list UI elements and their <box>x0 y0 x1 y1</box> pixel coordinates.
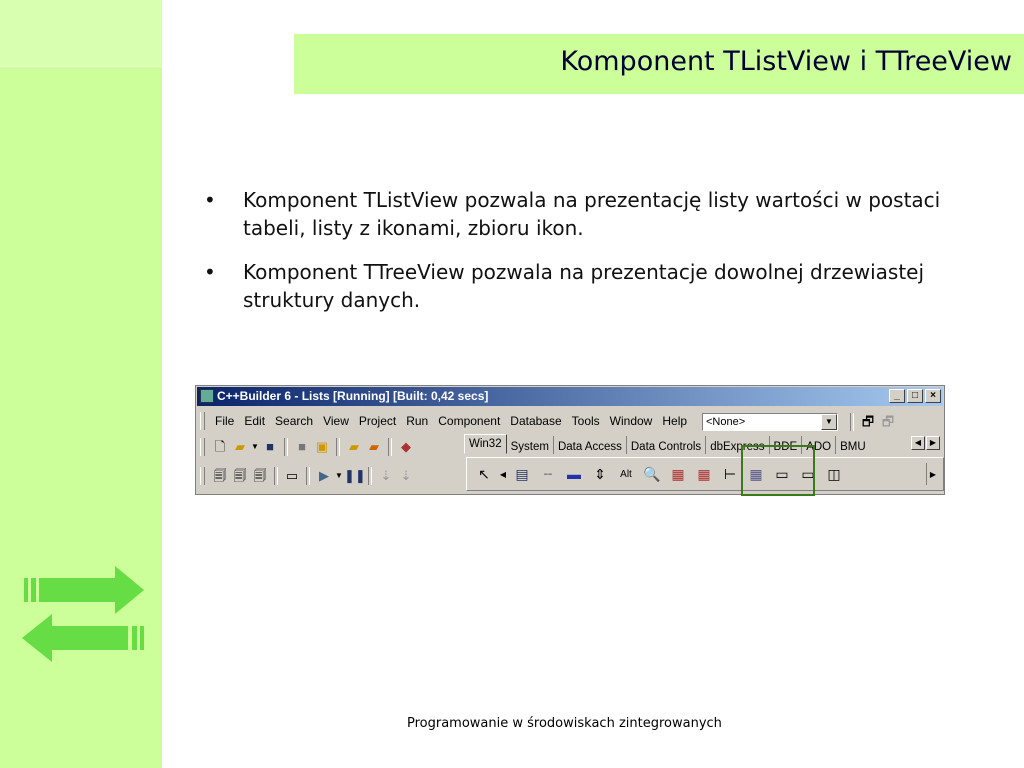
monthcalendar-icon[interactable]: ▦ <box>697 465 711 482</box>
progressbar-icon[interactable]: ▬ <box>567 466 581 482</box>
add-file-icon[interactable]: ▰ <box>349 439 359 454</box>
save-icon[interactable]: ■ <box>266 439 274 454</box>
treeview-listview-highlight <box>741 445 815 496</box>
scroll-left-icon[interactable]: ◀ <box>911 436 925 450</box>
menu-edit[interactable]: Edit <box>244 414 266 428</box>
desktop-combo[interactable] <box>702 413 838 431</box>
bullet-item <box>200 258 970 314</box>
run-icon[interactable]: ▶ <box>319 468 329 483</box>
chevron-right-icon[interactable]: ▶ <box>926 463 939 485</box>
combo-value: <None> <box>706 416 746 428</box>
bullet-text: Komponent TTreeView pozwala na prezentacje dowolnej drzewiastej struktury danych. <box>243 260 925 312</box>
bullet-list <box>200 186 970 330</box>
view-unit-icon[interactable]: 🗐 <box>213 468 227 483</box>
separator <box>368 467 372 485</box>
treeview-icon[interactable]: ⊢ <box>723 465 737 482</box>
slide-title: Komponent TListView i TTreeView <box>560 46 1012 77</box>
menu-component[interactable]: Component <box>438 414 501 428</box>
bullet-item <box>200 186 970 242</box>
chevron-down-icon[interactable]: ▼ <box>821 414 837 430</box>
open-icon[interactable]: ▰ <box>235 439 245 454</box>
separator <box>274 467 278 485</box>
toggle-icon[interactable]: 🗐 <box>253 468 267 483</box>
tab-data-controls[interactable]: Data Controls <box>627 436 706 454</box>
separator <box>850 413 854 431</box>
tab-win32[interactable]: Win32 <box>464 434 507 454</box>
menu-view[interactable]: View <box>323 414 349 428</box>
save-all-icon[interactable]: ■ <box>298 439 306 454</box>
menu-database[interactable]: Database <box>510 414 562 428</box>
save-desktop-icon[interactable]: 🗗 <box>861 414 875 429</box>
chevron-down-icon[interactable]: ▼ <box>251 442 259 451</box>
animate-icon[interactable]: 🔍 <box>643 465 661 482</box>
bullet-glyph: • <box>204 188 216 212</box>
sidebar-header-band <box>0 0 162 67</box>
tab-system[interactable]: System <box>507 436 554 454</box>
chevron-left-icon[interactable]: ◀ <box>499 469 507 479</box>
set-debug-desktop-icon[interactable]: 🗗 <box>881 414 895 429</box>
hotkey-icon[interactable]: Alt <box>620 468 632 480</box>
desktop-toolbar <box>846 412 898 432</box>
navigation-arrows-icon <box>22 566 148 666</box>
close-button[interactable]: × <box>925 389 941 403</box>
toolbar-grip[interactable] <box>200 467 205 485</box>
ide-title-text: C++Builder 6 - Lists [Running] [Built: 0,42 secs] <box>217 389 489 403</box>
separator <box>336 438 340 456</box>
trackbar-icon[interactable]: ╌ <box>543 465 553 482</box>
step-over-icon[interactable]: ⇣ <box>400 468 412 483</box>
view-form-icon[interactable]: 🗐 <box>233 468 247 483</box>
maximize-button[interactable]: □ <box>907 389 923 403</box>
menubar-grip[interactable] <box>200 412 205 430</box>
help-icon[interactable]: ◆ <box>401 439 411 454</box>
trace-into-icon[interactable]: ⇣ <box>380 468 392 483</box>
open-project-icon[interactable]: ▣ <box>315 439 329 454</box>
new-form-icon[interactable]: ▭ <box>285 468 299 483</box>
tab-ado[interactable]: ADO <box>802 436 836 454</box>
updown-icon[interactable]: ⇕ <box>594 465 606 482</box>
chevron-down-icon[interactable]: ▼ <box>335 471 343 480</box>
statusbar-icon[interactable]: ▭ <box>801 465 815 482</box>
tab-bde[interactable]: BDE <box>770 436 803 454</box>
separator <box>284 438 288 456</box>
menu-search[interactable]: Search <box>275 414 314 428</box>
remove-file-icon[interactable]: ▰ <box>369 439 379 454</box>
minimize-button[interactable]: _ <box>889 389 905 403</box>
toolbar-icon[interactable]: ◫ <box>827 465 841 482</box>
separator <box>388 438 392 456</box>
tab-bmu[interactable]: BMU <box>840 441 866 453</box>
run-toolbar <box>200 466 416 486</box>
cppbuilder-app-icon <box>200 389 214 403</box>
bullet-text: Komponent TListView pozwala na prezentację listy wartości w postaci tabeli, listy z ikonami, zbioru ikon. <box>243 188 941 240</box>
headercontrol-icon[interactable]: ▭ <box>775 465 789 482</box>
datetimepicker-icon[interactable]: ▦ <box>671 465 685 482</box>
menu-window[interactable]: Window <box>609 414 653 428</box>
menu-file[interactable]: File <box>215 414 235 428</box>
ide-window-screenshot <box>195 385 945 495</box>
component-palette <box>466 457 944 491</box>
pointer-icon[interactable]: ↖ <box>478 465 490 482</box>
listview-icon[interactable]: ▦ <box>749 465 763 482</box>
menu-project[interactable]: Project <box>358 414 397 428</box>
window-buttons <box>889 389 941 403</box>
menu-run[interactable]: Run <box>406 414 429 428</box>
separator <box>306 467 310 485</box>
pause-icon[interactable]: ❚❚ <box>344 468 366 483</box>
tab-scroll <box>911 436 940 450</box>
new-icon[interactable]: 🗋 <box>214 439 226 454</box>
slide-footer: Programowanie w środowiskach zintegrowanych <box>407 716 722 731</box>
scroll-right-icon[interactable]: ▶ <box>926 436 940 450</box>
richedit-icon[interactable]: ▤ <box>515 465 529 482</box>
ide-title-bar <box>197 387 943 406</box>
bullet-glyph: • <box>204 260 216 284</box>
tab-dbexpress[interactable]: dbExpress <box>706 436 769 454</box>
ide-menubar <box>200 410 692 432</box>
tab-data-access[interactable]: Data Access <box>554 436 627 454</box>
file-toolbar <box>200 437 416 457</box>
menu-help[interactable]: Help <box>662 414 688 428</box>
toolbar-grip[interactable] <box>200 438 205 456</box>
slide-title-bar <box>294 34 1024 94</box>
menu-tools[interactable]: Tools <box>571 414 600 428</box>
